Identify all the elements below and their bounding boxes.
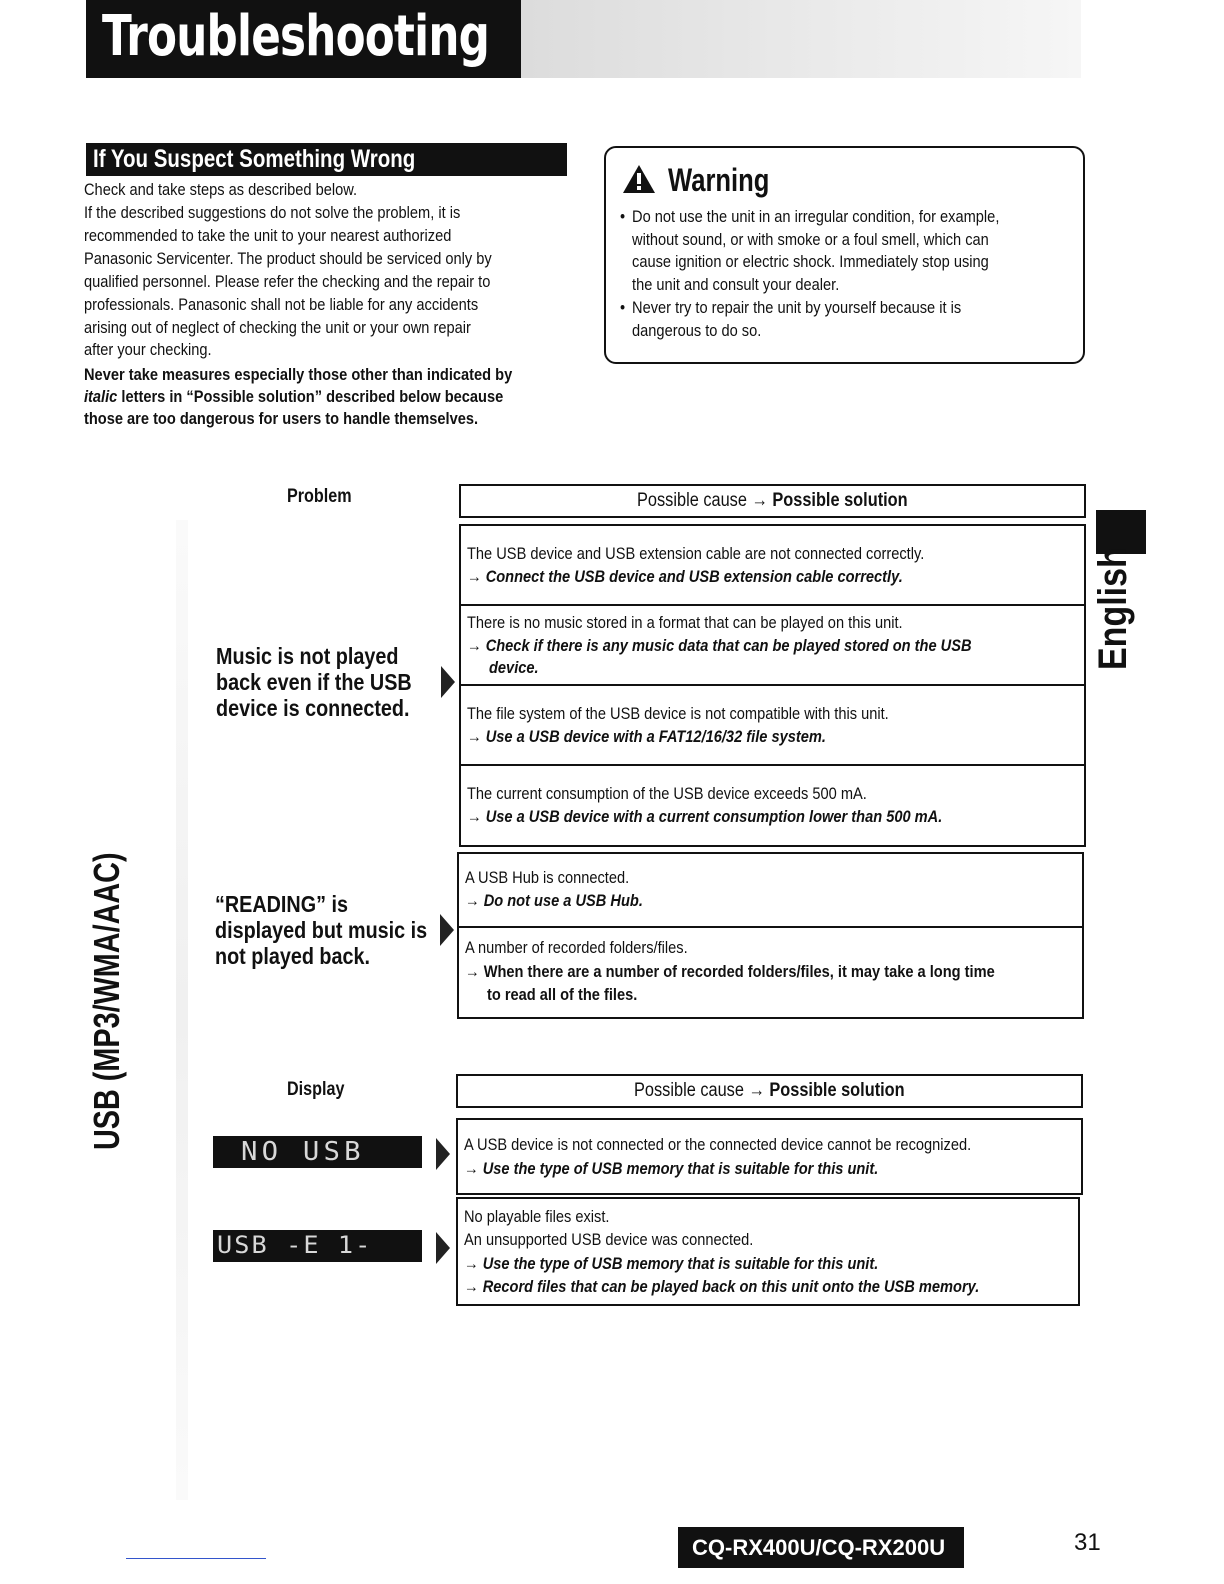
cause-header: Possible cause [634,1080,745,1101]
intro-line: arising out of neglect of checking the unit or your own repair [84,318,471,337]
page-title: Troubleshooting [102,4,490,69]
problem-line: displayed but music is [215,917,428,943]
title-band-fade [521,0,1081,78]
solution-line: Use a USB device with a FAT12/16/32 file system. [485,727,826,746]
table-row [456,1118,1083,1195]
cause-solution-header [459,484,1086,518]
solution-text [467,805,1086,828]
solution-header: Possible solution [772,490,908,511]
caution-line: those are too dangerous for users to handle themselves. [84,409,479,428]
lcd-display [213,1230,422,1262]
warning-text: the unit and consult your dealer. [632,275,840,295]
pointer-arrow-icon [440,914,454,946]
cause-header: Possible cause [637,490,748,511]
arrow-icon: → [467,807,482,826]
solution-text [465,960,1084,983]
intro-line: If the described suggestions do not solve the problem, it is [84,203,461,222]
table-row [459,524,1086,606]
cause-text: No playable files exist. [464,1207,610,1226]
warning-text: without sound, or with smoke or a foul smell, which can [632,229,989,249]
table-row [459,764,1086,847]
caution-line: Never take measures especially those other than indicated by [84,365,513,384]
table-row [459,604,1086,688]
warning-title: Warning [668,162,770,198]
page-number: 31 [1074,1529,1101,1556]
arrow-icon: → [465,962,480,981]
intro-line: recommended to take the unit to your nearest authorized [84,226,452,245]
solution-line: When there are a number of recorded folders/files, it may take a long time [483,962,995,981]
lcd-text: NO USB [241,1137,365,1167]
cause-text: The current consumption of the USB device exceeds 500 mA. [467,784,867,803]
solution-text [464,1252,1083,1275]
warning-text: Do not use the unit in an irregular condition, for example, [632,207,1000,226]
solution-line: Do not use a USB Hub. [483,891,643,910]
caution-line [84,386,566,409]
solution-line: Use a USB device with a current consumption lower than 500 mA. [485,807,943,826]
warning-bullet [620,206,1067,297]
intro-line: after your checking. [84,340,212,359]
cause-solution-header [456,1074,1083,1108]
warning-triangle-icon [622,164,656,194]
problem-line: not played back. [215,943,370,969]
cause-text: The USB device and USB extension cable are not connected correctly. [467,544,925,563]
table-row [457,852,1084,929]
caution-line-rest: letters in “Possible solution” described below because [117,387,504,406]
section-tab: USB (MP3/WMA/AAC) [86,852,127,1150]
side-shading [176,520,188,1500]
table-row [459,684,1086,766]
solution-text [467,634,1086,657]
pointer-arrow-icon [441,666,455,698]
cause-text: A USB Hub is connected. [465,868,630,887]
intro-line: Panasonic Servicenter. The product should be serviced only by [84,249,492,268]
lcd-display [213,1136,422,1168]
solution-text [464,1275,1083,1298]
arrow-icon: → [467,636,482,655]
footer-rule [126,1558,266,1559]
problem-line: “READING” is [215,891,348,917]
solution-line: Use the type of USB memory that is suitable for this unit. [482,1254,879,1273]
problem-text [216,643,440,721]
solution-line: Connect the USB device and USB extension cable correctly. [485,567,903,586]
model-label [678,1527,964,1568]
bullet-dot: • [620,207,626,226]
solution-text [464,1157,1083,1180]
section-heading-text: If You Suspect Something Wrong [93,145,416,173]
arrow-icon: → [464,1159,479,1178]
intro-line: qualified personnel. Please refer the checking and the repair to [84,272,491,291]
pointer-arrow-icon [436,1138,450,1170]
problem-line: back even if the USB [216,669,412,695]
arrow-icon: → [465,891,480,910]
language-tab: English [1091,547,1135,670]
solution-text: device. [489,658,539,677]
problem-text [215,891,439,969]
intro-line: professionals. Panasonic shall not be liable for any accidents [84,295,479,314]
arrow-icon: → [751,490,768,511]
cause-text: A number of recorded folders/files. [465,938,688,957]
solution-line: Check if there is any music data that can be played stored on the USB [485,636,972,655]
page-title-band [86,0,521,78]
problem-header: Problem [287,486,352,507]
arrow-icon: → [748,1080,765,1101]
solution-text [467,725,1086,748]
arrow-icon: → [467,567,482,586]
solution-line: Record files that can be played back on this unit onto the USB memory. [482,1277,980,1296]
warning-bullet [620,297,1067,342]
solution-text [465,889,1084,912]
problem-line: Music is not played [216,643,399,669]
arrow-icon: → [464,1254,479,1273]
solution-line: Use the type of USB memory that is suitable for this unit. [482,1159,879,1178]
intro-line: Check and take steps as described below. [84,180,358,199]
arrow-icon: → [467,727,482,746]
lcd-text: USB -E 1- [217,1231,373,1259]
cause-text: An unsupported USB device was connected. [464,1230,754,1249]
table-row [457,926,1084,1019]
arrow-icon: → [464,1277,479,1296]
cause-text: There is no music stored in a format that can be played on this unit. [467,613,903,632]
model-text: CQ-RX400U/CQ-RX200U [692,1535,946,1560]
display-header: Display [287,1079,345,1100]
cause-text: A USB device is not connected or the connected device cannot be recognized. [464,1135,972,1154]
warning-box [604,146,1085,364]
section-heading [86,143,567,176]
solution-text [467,565,1086,588]
caution-italic-word: italic [84,387,118,406]
pointer-arrow-icon [436,1232,450,1264]
table-row [456,1197,1080,1306]
problem-line: device is connected. [216,695,410,721]
warning-text: dangerous to do so. [632,320,762,340]
cause-text: The file system of the USB device is not compatible with this unit. [467,704,889,723]
warning-text: Never try to repair the unit by yourself because it is [632,298,962,317]
solution-text: to read all of the files. [487,985,638,1004]
solution-header: Possible solution [769,1080,905,1101]
warning-text: cause ignition or electric shock. Immediately stop using [632,252,989,272]
bullet-dot: • [620,298,626,317]
